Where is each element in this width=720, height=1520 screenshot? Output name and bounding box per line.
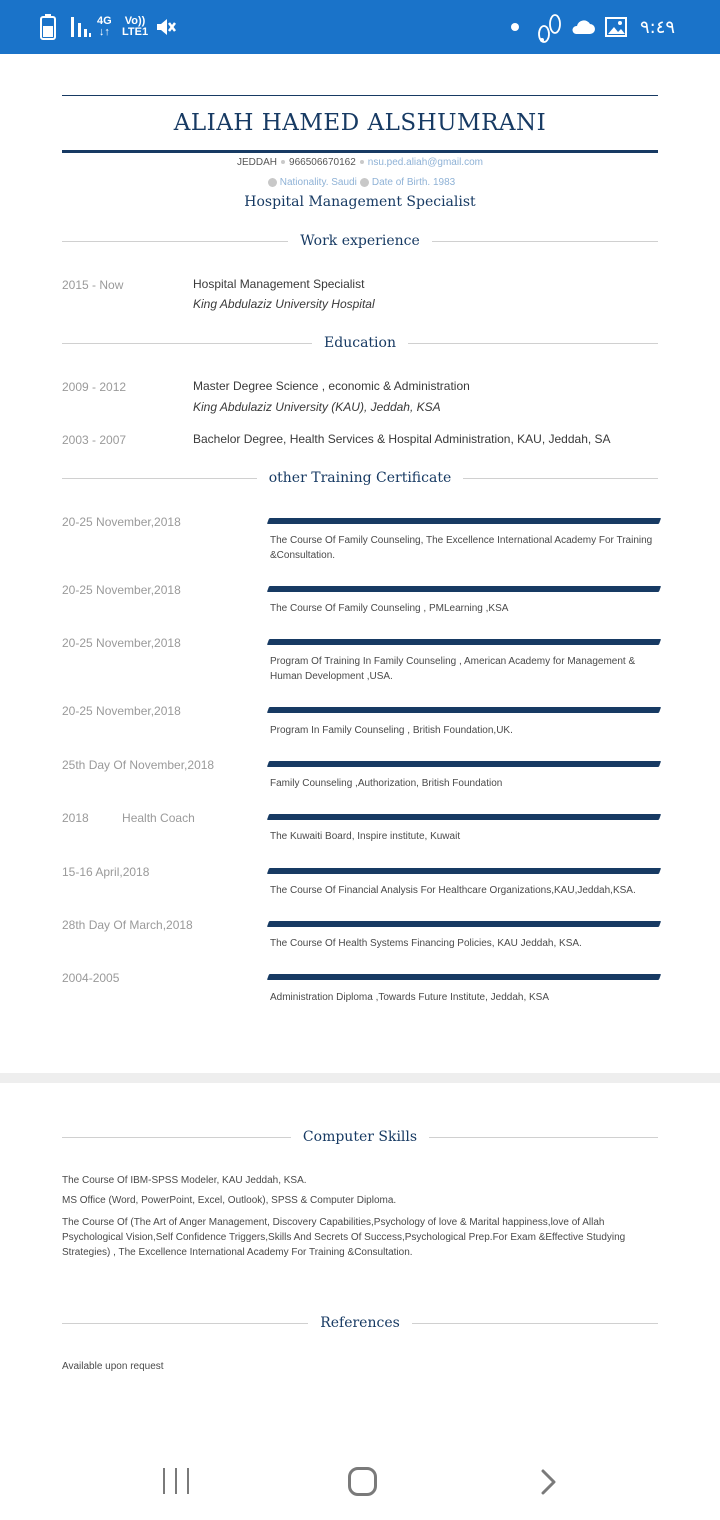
training-date: 28th Day Of March,2018 <box>62 918 193 932</box>
personal-info-line <box>62 177 658 188</box>
training-bar <box>267 921 661 927</box>
training-text: The Course Of Family Counseling , PMLearning ,KSA <box>270 603 509 614</box>
dot-icon <box>510 0 520 54</box>
training-text: Family Counseling ,Authorization, British Foundation <box>270 778 503 789</box>
skill-item: MS Office (Word, PowerPoint, Excel, Outlook), SPSS & Computer Diploma. <box>62 1195 397 1206</box>
birth-date: Date of Birth. 1983 <box>371 177 456 188</box>
section-computer-skills <box>62 1127 658 1147</box>
work-org: King Abdulaziz University Hospital <box>193 297 375 311</box>
training-date: 15-16 April,2018 <box>62 865 150 879</box>
training-date: 20-25 November,2018 <box>62 583 181 597</box>
signal-icon <box>70 0 92 54</box>
training-date: 20-25 November,2018 <box>62 636 181 650</box>
recents-button[interactable] <box>163 1468 189 1494</box>
resume-page-1 <box>0 54 720 1073</box>
section-training <box>62 468 658 488</box>
training-bar <box>267 639 661 645</box>
training-bar <box>267 518 661 524</box>
mute-icon <box>155 0 177 54</box>
training-bar <box>267 586 661 592</box>
bullet-icon <box>281 160 285 164</box>
image-icon <box>605 0 627 54</box>
training-bar <box>267 707 661 713</box>
section-title: other Training Certificate <box>257 470 464 486</box>
training-text: The Kuwaiti Board, Inspire institute, Kuwait <box>270 831 461 842</box>
city: JEDDAH <box>237 157 278 168</box>
status-bar <box>0 0 720 54</box>
training-date: 20-25 November,2018 <box>62 515 181 529</box>
section-references <box>62 1313 658 1333</box>
education-degree: Bachelor Degree, Health Services & Hospital Administration, KAU, Jeddah, SA <box>193 432 611 446</box>
training-bar <box>267 814 661 820</box>
section-education <box>62 333 658 353</box>
training-date: 2004-2005 <box>62 971 120 985</box>
app-icon <box>536 0 564 54</box>
section-title: Education <box>312 335 408 351</box>
chevron-right-icon <box>539 1469 559 1495</box>
training-bar <box>267 761 661 767</box>
training-date: 20-25 November,2018 <box>62 704 181 718</box>
contact-line <box>62 157 658 168</box>
name-divider <box>62 150 658 153</box>
cloud-icon <box>571 0 595 54</box>
headline: Hospital Management Specialist <box>244 194 476 210</box>
phone: 966506670162 <box>289 157 356 168</box>
skill-item: The Course Of IBM-SPSS Modeler, KAU Jeddah, KSA. <box>62 1175 307 1186</box>
bullet-icon <box>360 160 364 164</box>
references-text: Available upon request <box>62 1361 164 1372</box>
training-text: The Course Of Financial Analysis For Healthcare Organizations,KAU,Jeddah,KSA. <box>270 885 636 896</box>
globe-icon <box>268 178 277 187</box>
training-text: Program Of Training In Family Counseling , American Academy for Management & Human Development ,USA. <box>270 656 636 682</box>
education-degree: Master Degree Science , economic & Administration <box>193 379 470 393</box>
skill-item: The Course Of (The Art of Anger Management, Discovery Capabilities,Psychology of love & Marital happiness,love of Allah Psychological Vision,Self Confidence Triggers,Skills And Secrets Of Success,Psychological Prep.For Exam &Effective Studying Strategies) , The Excellence International Academy For Training &Consultation. <box>62 1217 626 1258</box>
training-text: The Course Of Health Systems Financing Policies, KAU Jeddah, KSA. <box>270 938 582 949</box>
navigation-bar <box>0 1443 720 1520</box>
training-text: Administration Diploma ,Towards Future Institute, Jeddah, KSA <box>270 992 550 1003</box>
back-button[interactable] <box>539 1469 559 1495</box>
top-divider <box>62 95 658 96</box>
work-role: Hospital Management Specialist <box>193 277 365 291</box>
globe-icon <box>360 178 369 187</box>
training-bar <box>267 974 661 980</box>
section-work-experience <box>62 231 658 251</box>
work-date: 2015 - Now <box>62 278 124 292</box>
home-button[interactable] <box>348 1467 377 1496</box>
training-bar <box>267 868 661 874</box>
resume-page-2 <box>0 1083 720 1443</box>
education-org: King Abdulaziz University (KAU), Jeddah, KSA <box>193 400 441 414</box>
training-text: The Course Of Family Counseling, The Excellence International Academy For Training &Consultation. <box>270 535 653 561</box>
page-separator <box>0 1073 720 1083</box>
education-date: 2009 - 2012 <box>62 380 127 394</box>
network-type: 4G ↓↑ <box>97 15 112 38</box>
battery-icon <box>40 0 56 54</box>
candidate-name: ALIAH HAMED ALSHUMRANI <box>173 110 547 136</box>
clock: ٩:٤٩ <box>640 16 676 38</box>
section-title: References <box>308 1315 412 1331</box>
volte-indicator: Vo)) LTE1 <box>122 15 149 38</box>
section-title: Work experience <box>288 233 432 249</box>
education-date: 2003 - 2007 <box>62 433 127 447</box>
training-text: Program In Family Counseling , British Foundation,UK. <box>270 725 513 736</box>
section-title: Computer Skills <box>291 1129 429 1145</box>
nationality: Nationality. Saudi <box>279 177 357 188</box>
training-date: 25th Day Of November,2018 <box>62 758 215 772</box>
email-link[interactable]: nsu.ped.aliah@gmail.com <box>367 157 483 168</box>
training-date: 2018 Health Coach <box>62 811 195 825</box>
